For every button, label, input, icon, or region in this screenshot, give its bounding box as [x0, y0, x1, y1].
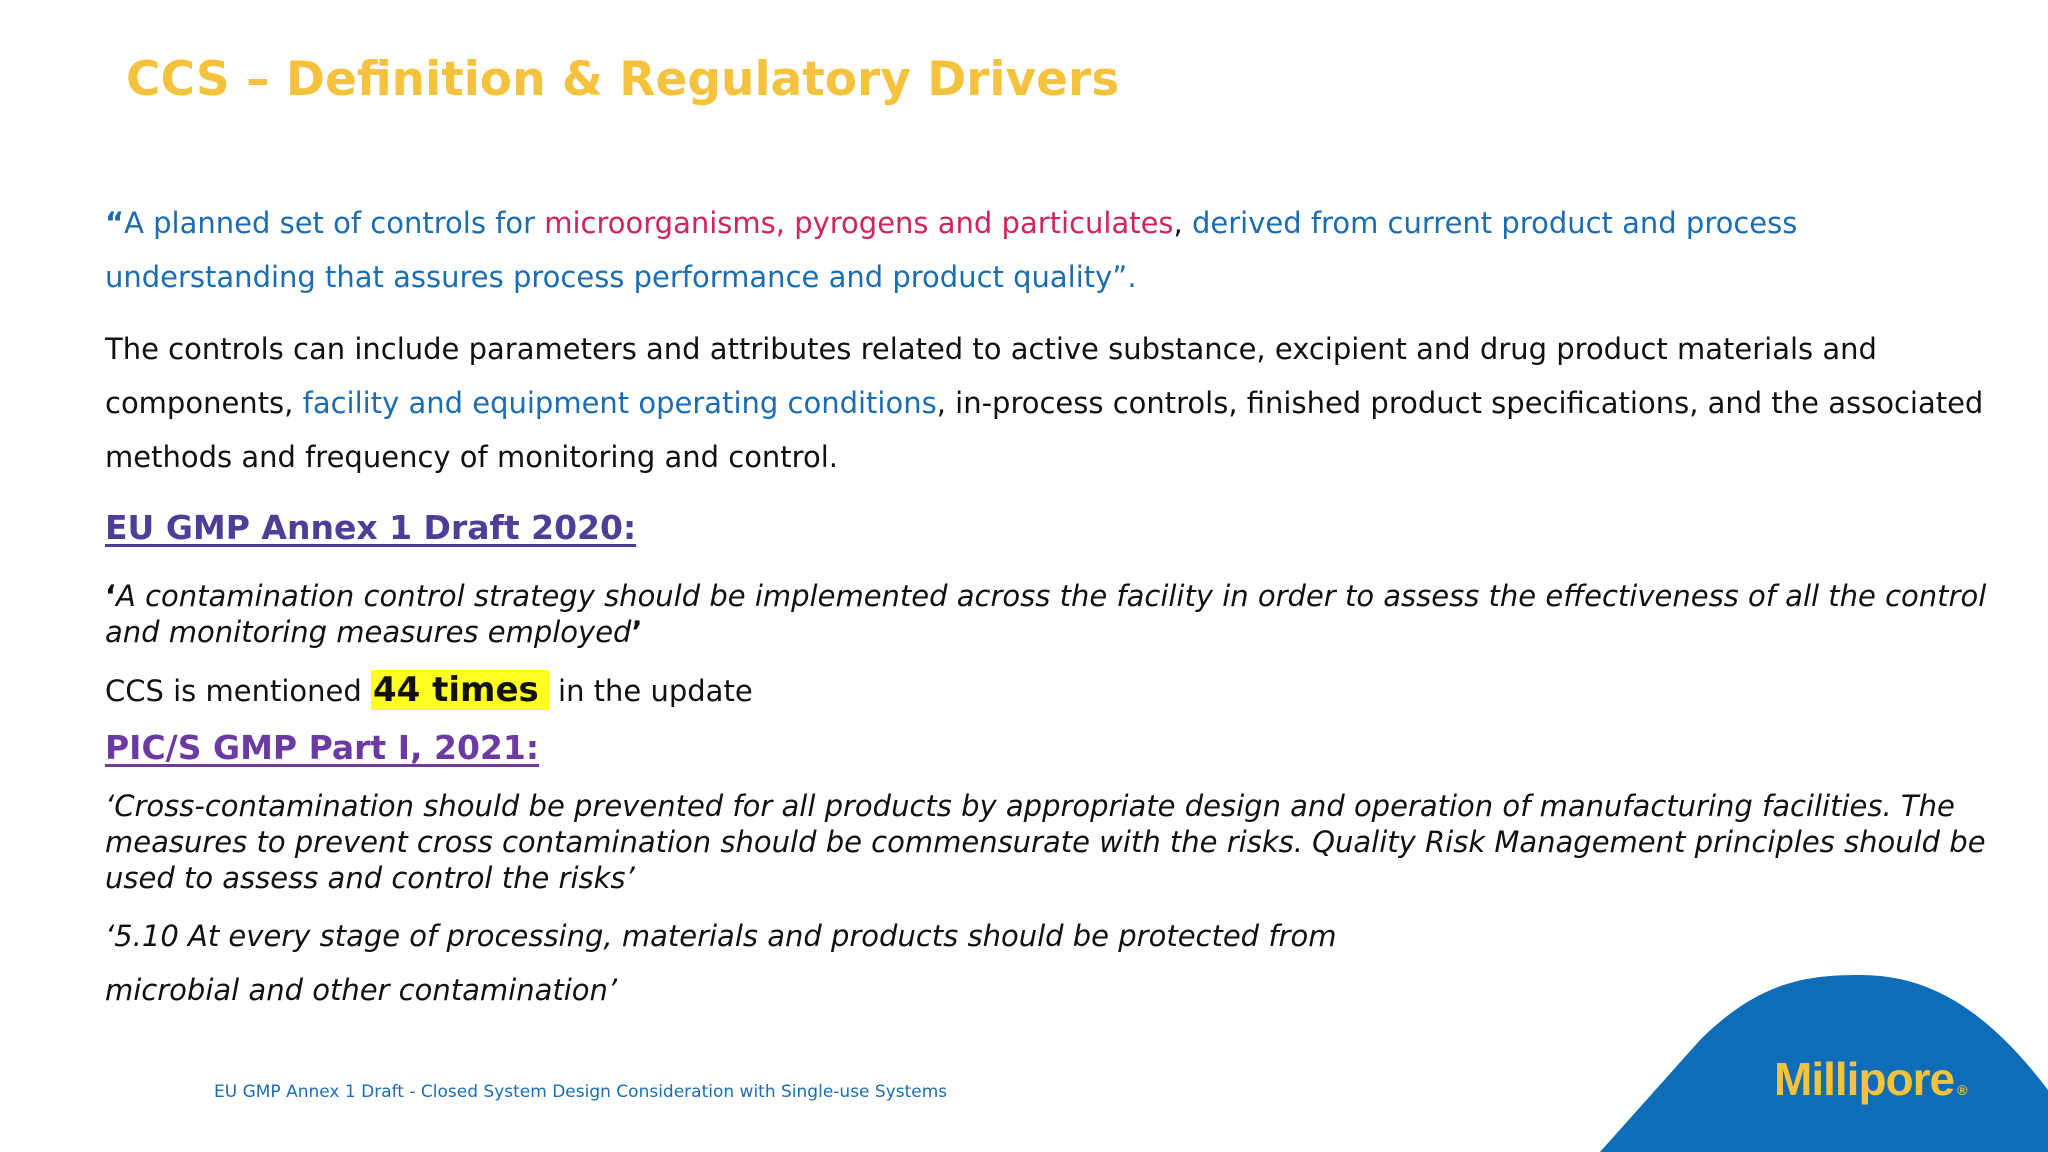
eu-gmp-heading: EU GMP Annex 1 Draft 2020:: [105, 508, 637, 547]
eu-quote-close: ’: [631, 615, 643, 649]
definition-text-start: A planned set of controls for: [124, 206, 545, 240]
ccs-definition: [105, 196, 2005, 304]
pics-quote-510-line2: microbial and other contamination’: [105, 973, 618, 1007]
definition-contaminants: microorganisms, pyrogens and particulates: [544, 206, 1174, 240]
eu-gmp-quote: [105, 578, 2005, 650]
definition-text-end: derived from current product and process understanding that assures process performance and product quality”.: [105, 206, 1798, 294]
ccs-mention-line: [105, 668, 753, 713]
slide-title: CCS – Definition & Regulatory Drivers: [126, 52, 1120, 107]
ccs-mention-count: 44 times: [371, 670, 549, 710]
controls-facility-conditions: facility and equipment operating conditions: [302, 386, 937, 420]
ccs-mention-prefix: CCS is mentioned: [105, 674, 371, 708]
millipore-logo: [1774, 1052, 1967, 1106]
eu-quote-text: A contamination control strategy should be implemented across the facility in order to assess the effectiveness of all the control and monitoring measures employed: [105, 579, 1987, 649]
definition-open-quote: “: [105, 206, 125, 240]
pics-cross-contamination-quote: ‘Cross-contamination should be prevented for all products by appropriate design and operation of manufacturing facilities. The measures to prevent cross contamination should be commensurate with the risks. Quality Risk Management principles should be used to assess and control the risks’: [105, 789, 1986, 895]
footer-caption: EU GMP Annex 1 Draft - Closed System Design Consideration with Single-use Systems: [214, 1082, 948, 1102]
registered-mark: ®: [1957, 1082, 1968, 1098]
controls-paragraph: [105, 322, 2005, 484]
eu-quote-open: ‘: [105, 579, 117, 613]
logo-wordmark: Millipore: [1774, 1053, 1955, 1105]
ccs-mention-suffix: in the update: [548, 674, 753, 708]
definition-comma: ,: [1173, 206, 1183, 240]
pics-quote-510-line1: ‘5.10 At every stage of processing, materials and products should be protected from: [105, 919, 1337, 953]
controls-text-start: The controls can include parameters and attributes related to active substance, excipient and drug product materials and components,: [105, 332, 1877, 420]
pics-gmp-heading: PIC/S GMP Part I, 2021:: [105, 728, 540, 767]
controls-text-end: , in-process controls, finished product specifications, and the associated methods and frequency of monitoring and control.: [105, 386, 1984, 474]
